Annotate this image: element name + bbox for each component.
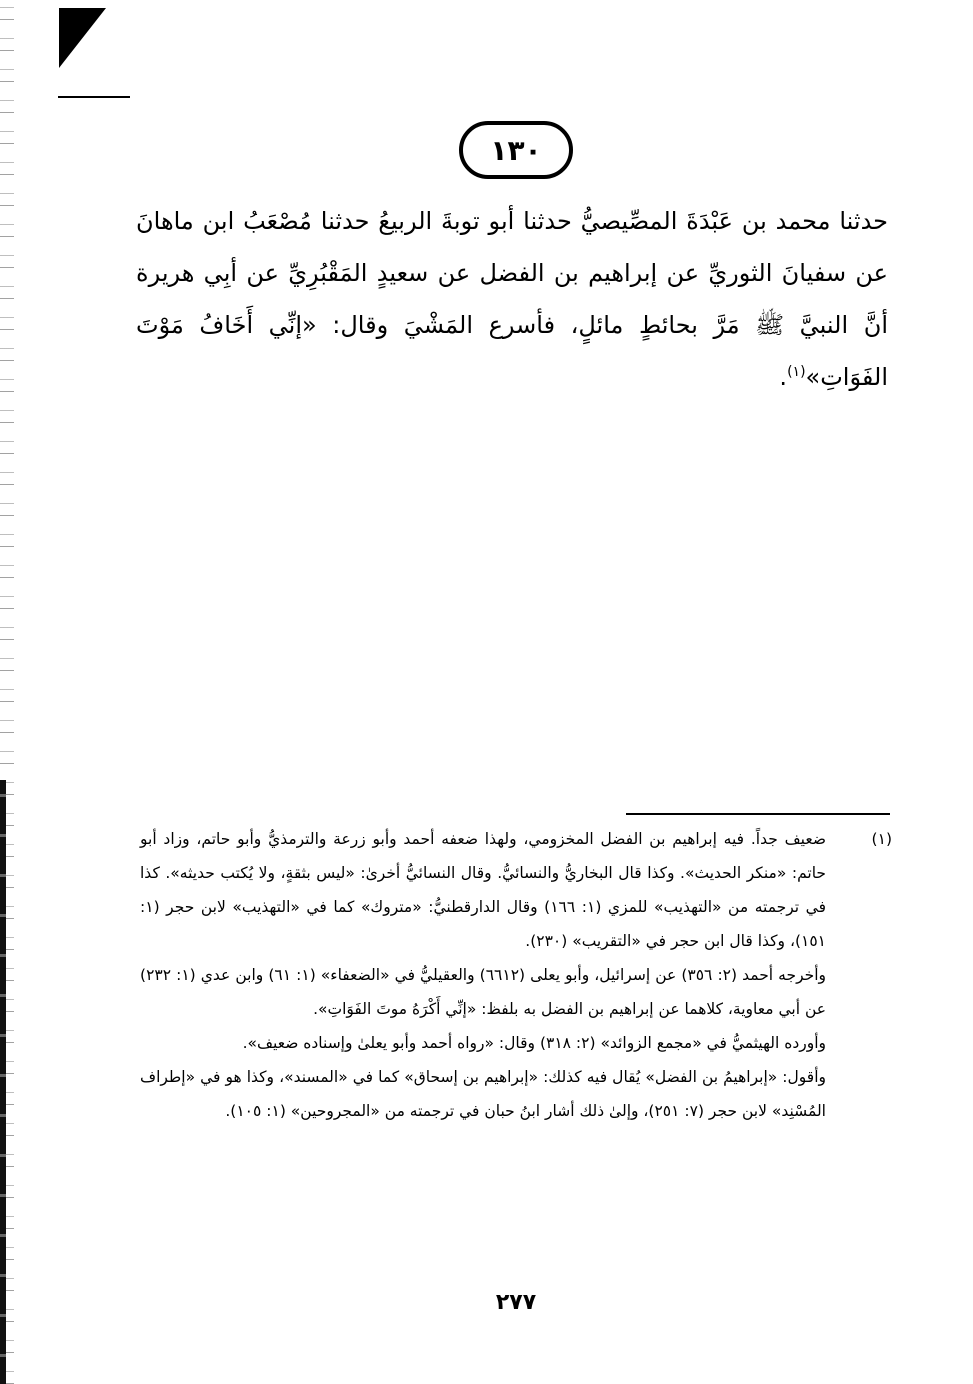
scan-edge-shadow [0,780,6,1384]
footnote-body [140,822,826,1128]
footnote-paragraph-grading: ضعيف جداً. فيه إبراهيم بن الفضل المخزومي، ولهذا ضعفه أحمد وأبو زرعة والترمذيُّ وأبو حاتم، وزاد أبو حاتم: «منكر الحديث». وكذا قال البخاريُّ والنسائيُّ. وقال النسائيُّ أخرىٰ: «ليس بثقةٍ، ولا يُكتب حديثه». كذا في ترجمته من «التهذيب» للمزي (١: ١٦٦) وقال الدارقطنيُّ: «متروك» كما في «التهذيب» لابن حجر (١: ١٥١)، وكذا قال ابن حجر في «التقريب» (٢٣٠). [140,830,826,950]
hadith-number-badge [459,121,573,179]
footnote-paragraph-author-note: وأقول: «إبراهيمُ بن الفضل» يُقال فيه كذلك: «إبراهيم بن إسحاق» كما في «المسند»، وكذا هو في «إطراف المُسْنِد» لابن حجر (٧: ٢٥١)، وإلىٰ ذلك أشار ابنُ حبان في ترجمته من «المجروحين» (١: ١٠٥). [140,1068,826,1120]
page-number: ٢٧٧ [495,1290,537,1315]
footnote-section [140,822,892,1128]
footnote-separator [626,813,890,815]
corner-rule [58,96,130,98]
corner-triangle-mark [59,8,106,68]
hadith-number: ١٣٠ [490,133,542,167]
footnote-marker: (١) [871,830,892,848]
footnote-paragraph-haythami: وأورده الهيثميُّ في «مجمع الزوائد» (٢: ٣١٨) وقال: «رواه أحمد وأبو يعلىٰ وإسناده ضعيف». [242,1034,826,1052]
footnote-reference[interactable]: (١) [787,364,806,380]
hadith-ending: . [779,363,788,391]
hadith-body: حدثنا محمد بن عَبْدَةَ المصِّيصيُّ حدثنا أبو توبةَ الربيعُ حدثنا مُصْعَبُ ابن ماهانَ عن سفيانَ الثوريِّ عن إبراهيم بن الفضل عن سعيدٍ المَقْبُرِيِّ عن أبِي هريرة أنَّ النبيَّ ﷺ مَرَّ بحائطٍ مائلٍ، فأسرع المَشْيَ وقال: «إنِّي أَخَافُ مَوْتَ الفَوَاتِ» [136,207,888,391]
hadith-text [136,195,888,403]
footnote-paragraph-takhrij: وأخرجه أحمد (٢: ٣٥٦) عن إسرائيل، وأبو يعلى (٦٦١٢) والعقيليُّ في «الضعفاء» (١: ٦١) وابن عدي (١: ٢٣٢) عن أبي معاوية، كلاهما عن إبراهيم بن الفضل به بلفظ: «إنِّي أَكْرَهُ موتَ الفَوَاتِ». [140,966,826,1018]
